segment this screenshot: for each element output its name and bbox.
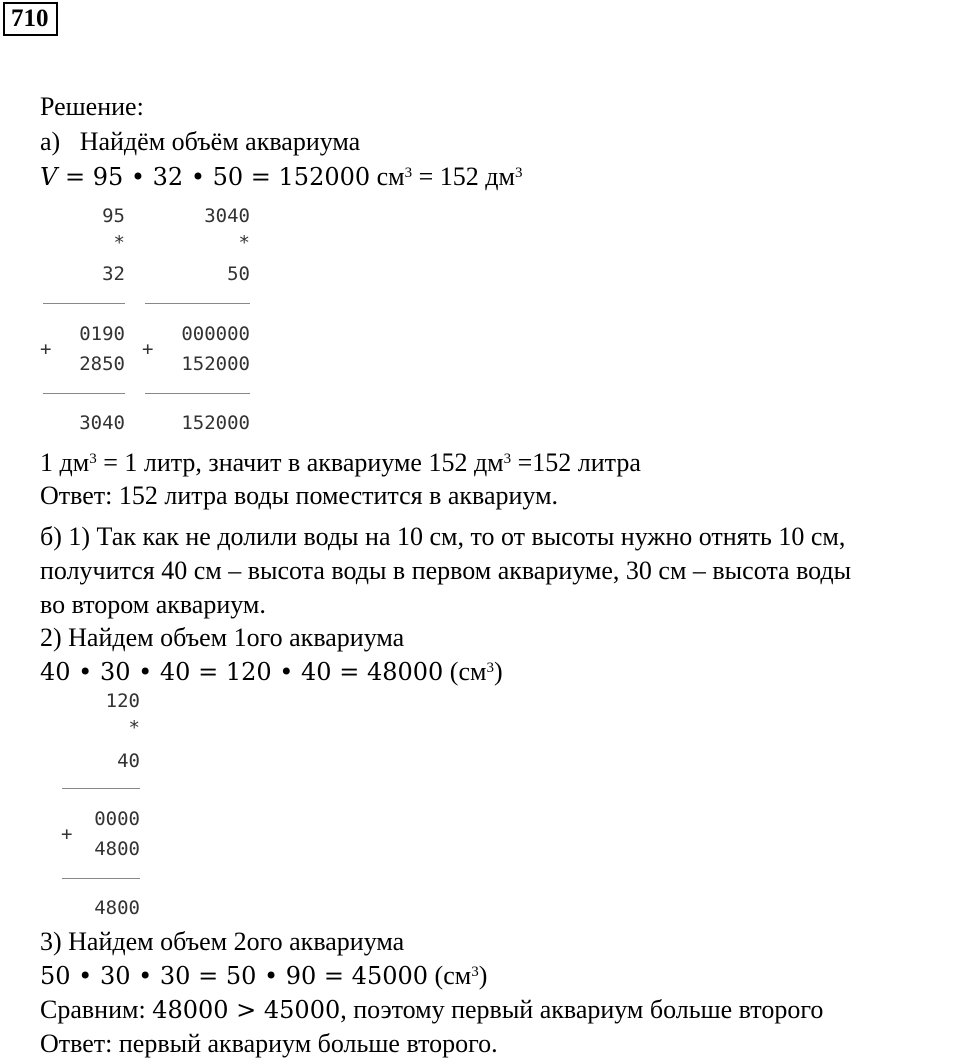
partial-1: 0190 — [79, 323, 125, 345]
part-a-label: а) — [40, 127, 61, 156]
factor-b: 50 — [227, 263, 250, 285]
divider — [43, 303, 125, 304]
comparison-text: , поэтому первый аквариум больше второго — [340, 995, 824, 1024]
formula-unit: (см — [428, 961, 472, 990]
partial-1: 000000 — [181, 323, 250, 345]
column-multiplication-120x40 — [40, 690, 140, 920]
formula-dm: = 152 дм — [412, 162, 515, 191]
volume-formula-1 — [40, 657, 503, 687]
answer-b: Ответ: первый аквариум больше второго. — [40, 1029, 498, 1058]
solution-heading: Решение: — [40, 92, 144, 121]
factor-b: 40 — [117, 750, 140, 772]
exponent: 3 — [89, 451, 97, 467]
exponent: 3 — [515, 165, 523, 181]
plus-sign: + — [40, 338, 52, 360]
conversion-part: 1 дм — [40, 448, 90, 477]
plus-sign: + — [142, 338, 154, 360]
part-b-step1-line1: б) 1) Так как не долили воды на 10 см, то от высоты нужно отнять 10 см, — [40, 522, 846, 551]
formula-unit-close: ) — [493, 657, 503, 686]
product: 4800 — [94, 897, 140, 919]
formula-unit-cm: см — [370, 162, 405, 191]
column-multiplication-95x32 — [40, 205, 125, 435]
factor-a: 95 — [102, 205, 125, 227]
part-a-title-text: Найдём объём аквариума — [79, 127, 361, 156]
volume-formula — [40, 162, 523, 192]
partial-2: 152000 — [181, 353, 250, 375]
factor-b: 32 — [102, 263, 125, 285]
product: 152000 — [181, 412, 250, 434]
factor-a: 120 — [105, 690, 140, 712]
multiply-sign: * — [128, 717, 140, 739]
part-b-step1-line3: во втором аквариум. — [40, 590, 266, 619]
divider — [145, 303, 250, 304]
part-a-title — [40, 127, 360, 157]
multiply-sign: * — [113, 232, 125, 254]
formula-expression: = 95 • 32 • 50 = 152000 — [57, 163, 371, 191]
comparison-line — [40, 995, 823, 1025]
exponent: 3 — [404, 165, 413, 181]
comparison-math: 48000 > 45000 — [152, 996, 341, 1024]
product: 3040 — [79, 412, 125, 434]
multiply-sign: * — [238, 232, 250, 254]
column-multiplication-3040x50 — [140, 205, 250, 435]
exponent: 3 — [503, 451, 512, 467]
partial-2: 2850 — [79, 353, 125, 375]
factor-a: 3040 — [204, 205, 250, 227]
formula-unit: (см — [443, 657, 487, 686]
plus-sign: + — [61, 823, 73, 845]
divider — [43, 393, 125, 394]
formula-expression: 40 • 30 • 40 = 120 • 40 = 48000 — [40, 658, 444, 686]
exponent: 3 — [471, 964, 479, 980]
part-b-step1-line2: получится 40 см – высота воды в первом аквариуме, 30 см – высота воды — [40, 556, 852, 585]
formula-unit-close: ) — [478, 961, 488, 990]
divider — [62, 788, 140, 789]
task-number: 710 — [3, 2, 58, 36]
answer-a: Ответ: 152 литра воды поместится в аквариум. — [40, 481, 559, 510]
comparison-text: Сравним: — [40, 995, 153, 1024]
partial-1: 0000 — [94, 808, 140, 830]
part-b-step3: 3) Найдем объем 2ого аквариума — [40, 927, 405, 956]
conversion-line — [40, 448, 641, 478]
exponent: 3 — [486, 660, 494, 676]
formula-variable: V — [40, 163, 58, 191]
divider — [145, 393, 250, 394]
conversion-part: = 1 литр, значит в аквариуме 152 дм — [96, 448, 504, 477]
conversion-part: =152 литра — [511, 448, 641, 477]
partial-2: 4800 — [94, 838, 140, 860]
formula-expression: 50 • 30 • 30 = 50 • 90 = 45000 — [40, 962, 429, 990]
volume-formula-2 — [40, 961, 487, 991]
divider — [62, 878, 140, 879]
part-b-step2: 2) Найдем объем 1ого аквариума — [40, 623, 405, 652]
